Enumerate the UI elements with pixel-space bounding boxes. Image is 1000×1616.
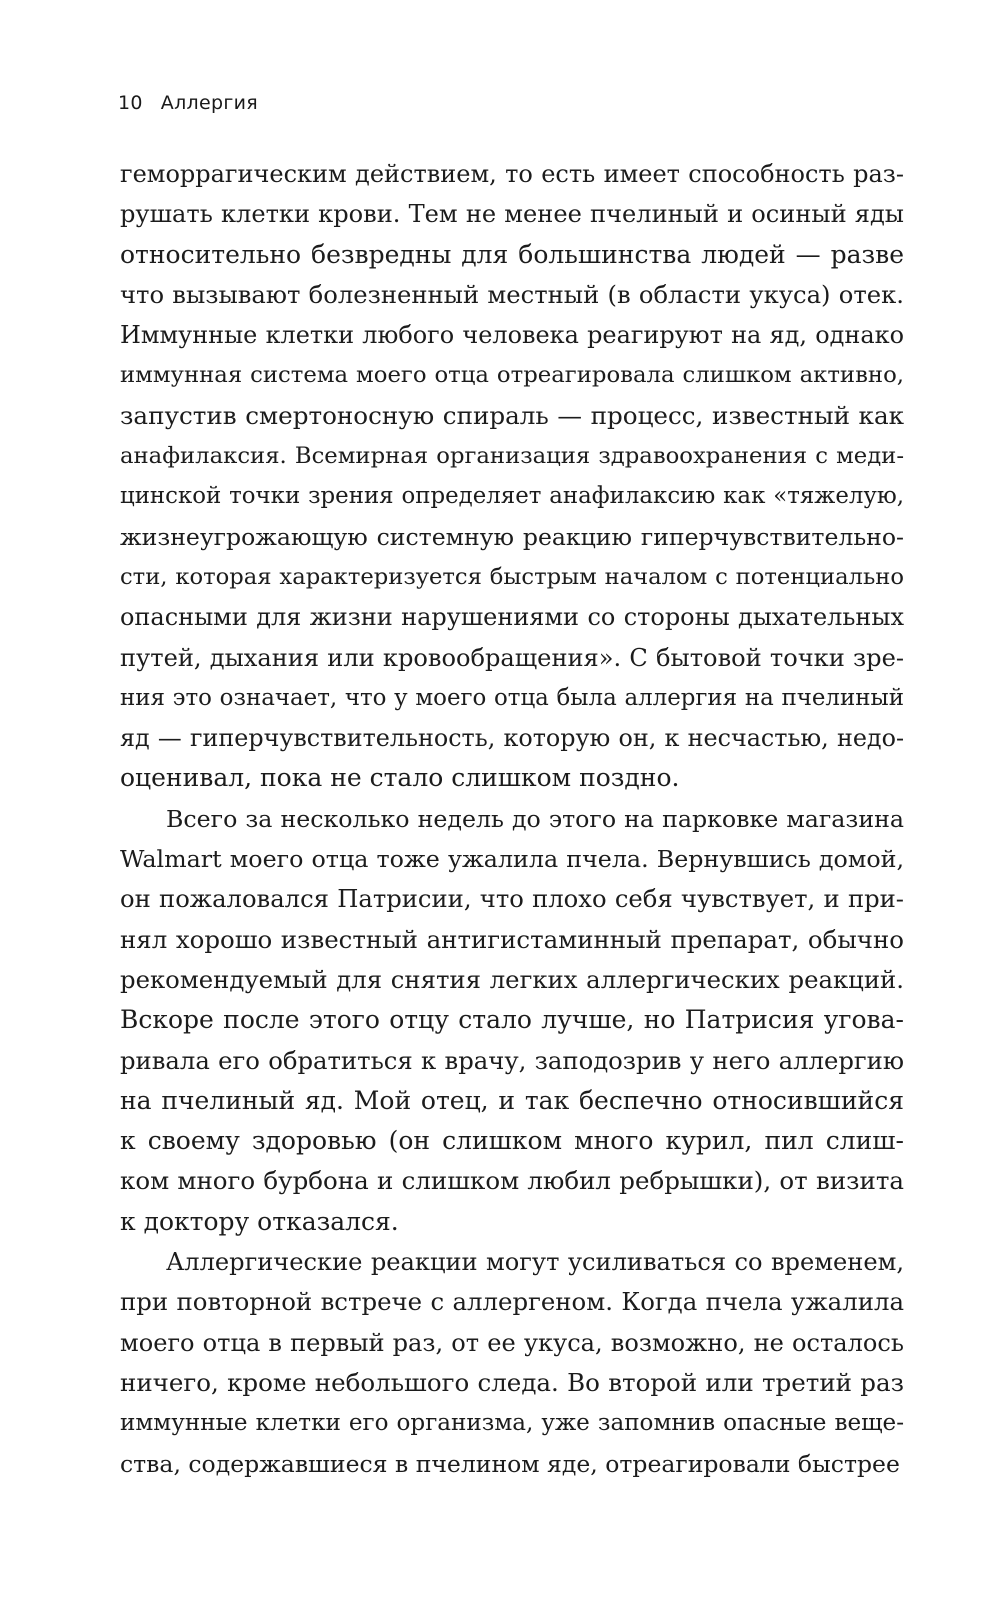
text-line: иммунные клетки его организма, уже запомнив опасные веще- [120, 1410, 904, 1437]
text-line: оценивал, пока не стало слишком поздно. [120, 763, 680, 793]
text-line: Иммунные клетки любого человека реагируют на яд, однако [120, 321, 904, 350]
text-line: Всего за несколько недель до этого на парковке магазина [166, 804, 904, 833]
text-line: Вскоре после этого отцу стало лучше, но Патрисия угова- [120, 1005, 904, 1035]
page-number: 10 [118, 92, 143, 114]
text-line: ком много бурбона и слишком любил ребрышки), от визита [120, 1166, 904, 1196]
text-line: рекомендуемый для снятия легких аллергических реакций. [120, 964, 904, 994]
text-line: цинской точки зрения определяет анафилаксию как «тяжелую, [120, 483, 904, 510]
text-line: ния это означает, что у моего отца была аллергия на пчелиный [120, 684, 904, 711]
text-line: что вызывают болезненный местный (в области укуса) отек. [120, 279, 904, 309]
paragraph [120, 1242, 904, 1484]
body-text [120, 154, 904, 1484]
text-line: ривала его обратиться к врачу, заподозрив у него аллергию [120, 1045, 904, 1075]
text-line: рушать клетки крови. Тем не менее пчелиный и осиный яды [120, 200, 904, 229]
text-line: на пчелиный яд. Мой отец, и так беспечно относившийся [120, 1085, 904, 1115]
text-line: Walmart моего отца тоже ужалила пчела. Вернувшись домой, [120, 845, 904, 874]
paragraph [120, 154, 904, 799]
text-line: моего отца в первый раз, от ее укуса, возможно, не осталось [120, 1328, 904, 1357]
text-line: сти, которая характеризуется быстрым началом с потенциально [120, 563, 904, 590]
text-line: яд — гиперчувствительность, которую он, к несчастью, недо- [120, 724, 904, 753]
text-line: при повторной встрече с аллергеном. Когда пчела ужалила [120, 1287, 904, 1317]
text-line: анафилаксия. Всемирная организация здравоохранения с меди- [120, 443, 904, 470]
text-line: ства, содержавшиеся в пчелином яде, отреагировали быстрее [120, 1449, 900, 1478]
running-head [118, 92, 258, 114]
text-line: ничего, кроме небольшого следа. Во второй или третий раз [120, 1367, 904, 1397]
text-line: путей, дыхания или кровообращения». С бытовой точки зре- [120, 643, 904, 672]
text-line: к доктору отказался. [120, 1206, 399, 1236]
text-line: иммунная система моего отца отреагировала слишком активно, [120, 362, 904, 389]
paragraph [120, 799, 904, 1242]
text-line: относительно безвредны для большинства людей — разве [120, 239, 904, 269]
text-line: запустив смертоносную спираль — процесс, известный как [120, 400, 904, 430]
text-line: Аллергические реакции могут усиливаться со временем, [166, 1248, 904, 1277]
text-line: к своему здоровью (он слишком много курил, пил слиш- [120, 1126, 904, 1156]
text-line: опасными для жизни нарушениями со стороны дыхательных [120, 603, 904, 632]
text-line: геморрагическим действием, то есть имеет способность раз- [120, 160, 904, 188]
text-line: нял хорошо известный антигистаминный препарат, обычно [120, 924, 904, 954]
text-line: он пожаловался Патрисии, что плохо себя чувствует, и при- [120, 884, 904, 914]
text-line: жизнеугрожающую системную реакцию гиперчувствительно- [120, 522, 904, 551]
chapter-title: Аллергия [160, 92, 258, 114]
